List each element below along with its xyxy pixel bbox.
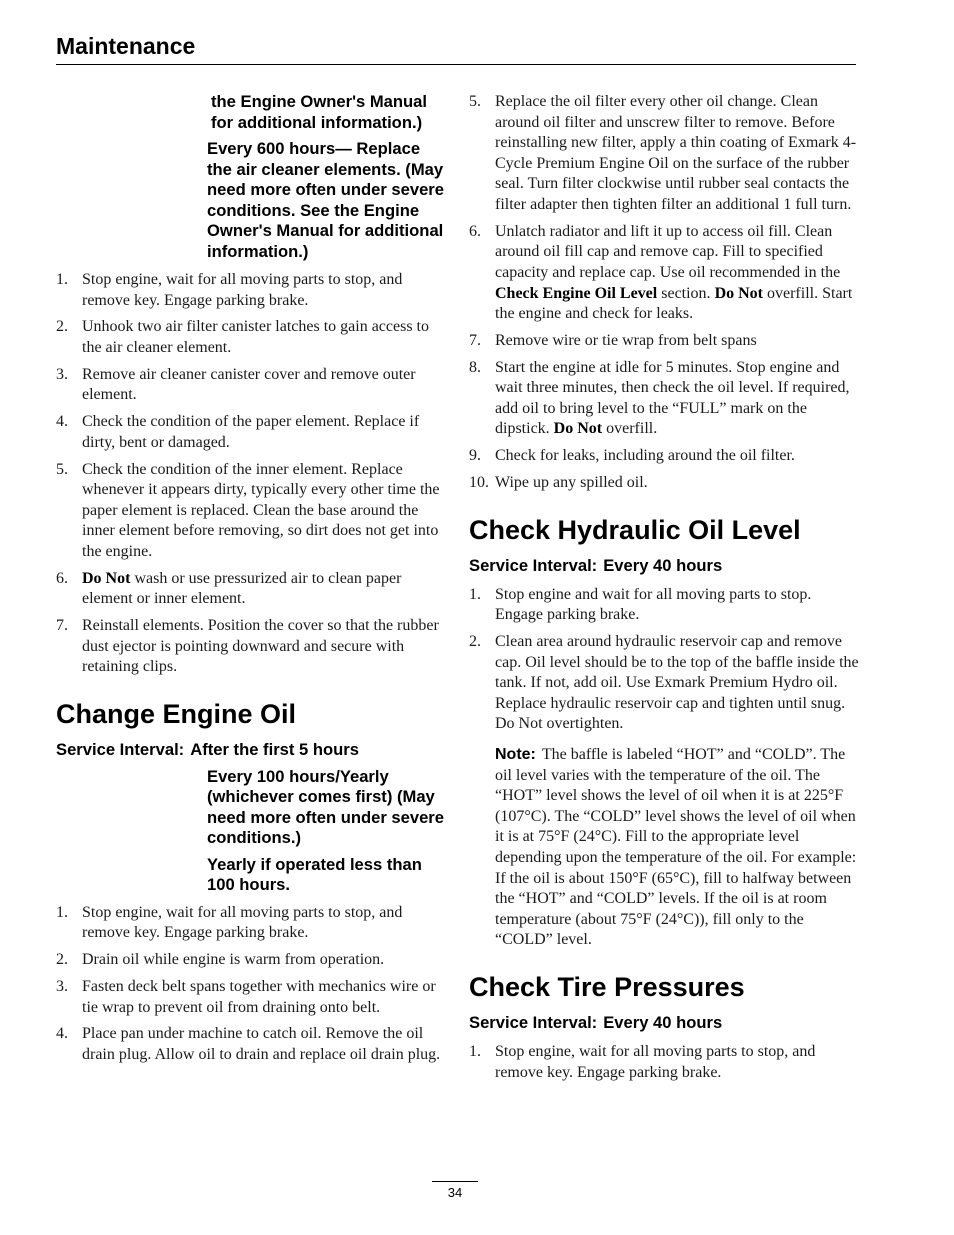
service-interval <box>56 740 444 760</box>
air-cleaner-steps <box>56 270 444 678</box>
list-item: 2. Drain oil while engine is warm from operation. <box>56 951 385 969</box>
note-label: Note: <box>495 745 536 763</box>
list-item: 4. Check the condition of the paper element. Replace if dirty, bent or damaged. <box>56 413 420 451</box>
left-column <box>56 92 444 1072</box>
service-interval-value: After the first 5 hours <box>190 739 359 759</box>
check-tire-pressures-heading: Check Tire Pressures <box>469 971 745 1002</box>
list-item: 4. Place pan under machine to catch oil. Remove the oil drain plug. Allow oil to drain and replace oil drain plug. <box>56 1025 441 1063</box>
hydraulic-steps <box>469 585 859 735</box>
change-oil-steps-continued <box>469 92 859 494</box>
list-item: 1. Stop engine, wait for all moving parts to stop, and remove key. Engage parking brake. <box>56 271 403 309</box>
service-interval-label: Service Interval: <box>469 1012 598 1032</box>
list-item: 7. Remove wire or tie wrap from belt spans <box>469 331 757 349</box>
service-interval <box>469 556 859 576</box>
list-item: 2. Clean area around hydraulic reservoir cap and remove cap. Oil level should be to the top of the baffle inside the tank. If not, add oil. Use Exmark Premium Hydro oil. Replace hydraulic reservoir cap and tighten until snug. Do Not overtighten. <box>469 633 859 733</box>
list-item: 10. Wipe up any spilled oil. <box>469 474 648 492</box>
header-divider <box>56 64 856 65</box>
change-engine-oil-heading: Change Engine Oil <box>56 698 297 729</box>
service-interval-label: Service Interval: <box>469 555 598 575</box>
service-interval-value: Every 40 hours <box>603 1012 723 1032</box>
list-item: 2. Unhook two air filter canister latches to gain access to the air cleaner element. <box>56 318 429 356</box>
list-item: 3. Fasten deck belt spans together with mechanics wire or tie wrap to prevent oil from draining onto belt. <box>56 977 436 1016</box>
oil-interval-yearly: Yearly if operated less than 100 hours. <box>207 854 422 895</box>
list-item: 6. Unlatch radiator and lift it up to access oil fill. Clean around oil fill cap and remove cap. Fill to specified capacity and replace cap. Use oil recommended in the Check Engine Oil Level section. Do Not overfill. Start the engine and check for leaks. <box>469 222 853 323</box>
oil-interval-100h: Every 100 hours/Yearly (whichever comes first) (May need more often under severe conditions.) <box>207 766 444 848</box>
service-interval <box>469 1013 859 1033</box>
footer-divider <box>432 1181 478 1182</box>
page-number: 34 <box>447 1185 463 1200</box>
air-cleaner-interval-600h: Every 600 hours— Replace the air cleaner elements. (May need more often under severe conditions. See the Engine Owner's Manual for additional information.) <box>207 139 444 261</box>
list-item: 5. Check the condition of the inner element. Replace whenever it appears dirty, typically every other time the paper element is replaced. Clean the base around the inner element before removing, so dirt does not get into the engine. <box>56 460 440 560</box>
list-item: 7. Reinstall elements. Position the cover so that the rubber dust ejector is pointing downward and secure with retaining clips. <box>56 617 439 676</box>
list-item: 9. Check for leaks, including around the oil filter. <box>469 447 795 465</box>
hydraulic-note <box>495 745 859 951</box>
tire-steps <box>469 1042 859 1083</box>
note-text: The baffle is labeled “HOT” and “COLD”. The oil level varies with the temperature of the oil. The “HOT” level shows the level of oil when it is at 225°F (107°C). The “COLD” level shows the level of oil when it is at 75°F (24°C). Fill to the appropriate level depending upon the temperature of the oil. For example: If the oil is about 150°F (65°C), fill to halfway between the “HOT” and “COLD” levels. If the oil is at room temperature (about 75°F (24°C)), fill only to the “COLD” level. <box>495 745 857 949</box>
list-item: 1. Stop engine, wait for all moving parts to stop, and remove key. Engage parking brake. <box>56 903 403 942</box>
air-cleaner-interval-continued: the Engine Owner's Manual for additional information.) <box>211 92 428 132</box>
right-column <box>469 92 859 1089</box>
service-interval-value: Every 40 hours <box>603 555 723 575</box>
list-item: 3. Remove air cleaner canister cover and remove outer element. <box>56 365 416 404</box>
service-interval-label: Service Interval: <box>56 739 185 759</box>
list-item: 5. Replace the oil filter every other oil change. Clean around oil filter and unscrew filter to remove. Before reinstalling new filter, apply a thin coating of Exmark 4-Cycle Premium Engine Oil on the surface of the rubber seal. Turn filter clockwise until rubber seal contacts the filter adapter then tighten filter an additional 1 full turn. <box>469 93 857 213</box>
list-item: 8. Start the engine at idle for 5 minutes. Stop engine and wait three minutes, then check the oil level. If required, add oil to bring level to the “FULL” mark on the dipstick. Do Not overfill. <box>469 358 850 438</box>
list-item: 1. Stop engine and wait for all moving parts to stop. Engage parking brake. <box>469 585 812 624</box>
list-item: 1. Stop engine, wait for all moving parts to stop, and remove key. Engage parking brake. <box>469 1042 816 1081</box>
list-item: 6. Do Not wash or use pressurized air to clean paper element or inner element. <box>56 569 402 608</box>
page-section-title: Maintenance <box>56 33 196 59</box>
check-hydraulic-oil-heading: Check Hydraulic Oil Level <box>469 514 801 545</box>
change-oil-steps <box>56 903 444 1066</box>
